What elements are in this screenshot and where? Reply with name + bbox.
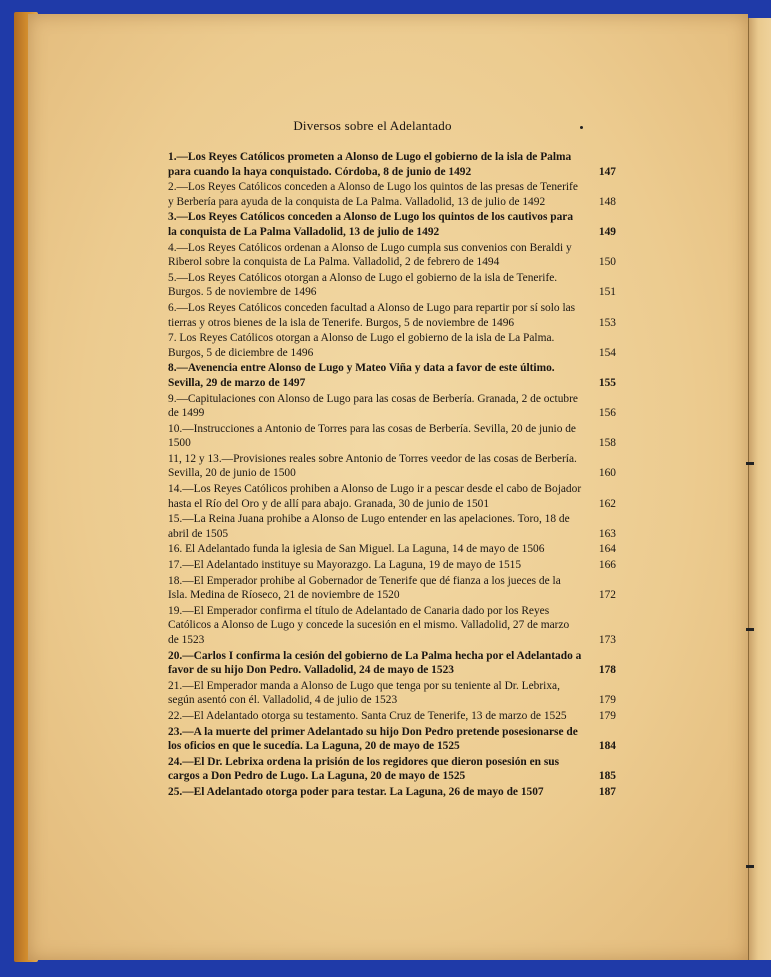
toc-entry xyxy=(168,725,616,754)
toc-entry-page: 166 xyxy=(598,559,616,572)
toc-entry-text: 6.—Los Reyes Católicos conceden facultad a Alonso de Lugo para repartir por sí solo las tierras y otros bienes de la isla de Tenerife. Burgos, 5 de noviembre de 1496 xyxy=(168,301,576,329)
toc-entry-page: 153 xyxy=(598,316,616,329)
toc-entry-page: 187 xyxy=(598,785,616,798)
toc-entry-text: 18.—El Emperador prohibe al Gobernador de Tenerife que dé fianza a los jueces de la Isla. Medina de Ríoseco, 21 de noviembre de 1520 xyxy=(168,574,561,602)
toc-entry xyxy=(168,210,616,239)
table-of-contents xyxy=(168,150,616,801)
toc-entry xyxy=(168,180,616,209)
toc-entry-text: 8.—Avenencia entre Alonso de Lugo y Mateo Viña y data a favor de este último. Sevilla, 29 de marzo de 1497 xyxy=(168,362,555,389)
toc-entry-text: 19.—El Emperador confirma el título de Adelantado de Canaria dado por los Reyes Católicos a Alonso de Lugo y concede la sucesión en el mismo. Valladolid, 27 de marzo de 1523 xyxy=(168,604,570,646)
toc-entry-text: 11, 12 y 13.—Provisiones reales sobre Antonio de Torres veedor de las cosas de Berbería. Sevilla, 20 de junio de 1500 xyxy=(168,452,577,480)
toc-entry-page: 163 xyxy=(598,527,616,540)
toc-entry xyxy=(168,271,616,300)
toc-entry xyxy=(168,542,616,557)
toc-entry-text: 10.—Instrucciones a Antonio de Torres para las cosas de Berbería. Sevilla, 20 de junio de 1500 xyxy=(168,422,576,450)
toc-entry-text: 3.—Los Reyes Católicos conceden a Alonso de Lugo los quintos de los cautivos para la conquista de La Palma Valladolid, 13 de julio de 1492 xyxy=(168,211,574,238)
toc-entry-text: 23.—A la muerte del primer Adelantado su hijo Don Pedro pretende posesionarse de los oficios en que le sucedía. La Laguna, 20 de mayo de 1525 xyxy=(168,725,578,753)
toc-entry-text: 14.—Los Reyes Católicos prohiben a Alonso de Lugo ir a pescar desde el cabo de Bojador hasta el Río del Oro y de allí para abajo. Granada, 30 de junio de 1501 xyxy=(168,483,582,510)
toc-entry xyxy=(168,604,616,648)
toc-entry-text: 25.—El Adelantado otorga poder para testar. La Laguna, 26 de mayo de 1507 xyxy=(168,785,544,798)
toc-entry xyxy=(168,422,616,451)
toc-entry-page: 162 xyxy=(598,497,616,510)
toc-entry xyxy=(168,150,616,179)
toc-entry-page: 148 xyxy=(598,195,616,208)
toc-entry xyxy=(168,558,616,573)
toc-entry-page: 151 xyxy=(598,286,616,299)
toc-entry xyxy=(168,482,616,511)
toc-entry-page: 178 xyxy=(598,664,616,677)
toc-entry-text: 16. El Adelantado funda la iglesia de San Miguel. La Laguna, 14 de mayo de 1506 xyxy=(168,543,545,556)
toc-entry-text: 21.—El Emperador manda a Alonso de Lugo que tenga por su teniente al Dr. Lebrixa, según asentó con él. Valladolid, 4 de julio de 1523 xyxy=(168,679,560,707)
toc-entry xyxy=(168,755,616,784)
toc-entry-text: 9.—Capitulaciones con Alonso de Lugo para las cosas de Berbería. Granada, 2 de octubre de 1499 xyxy=(168,392,578,420)
toc-entry-page: 147 xyxy=(598,165,616,178)
toc-entry xyxy=(168,452,616,481)
toc-entry-page: 172 xyxy=(598,589,616,602)
toc-entry-text: 20.—Carlos I confirma la cesión del gobierno de La Palma hecha por el Adelantado a favor de su hijo Don Pedro. Valladolid, 24 de mayo de 1523 xyxy=(168,649,582,677)
binding-mark xyxy=(746,865,754,868)
binding-mark xyxy=(746,462,754,465)
toc-entry-page: 160 xyxy=(598,467,616,480)
binding-mark xyxy=(746,628,754,631)
toc-entry-text: 15.—La Reina Juana prohibe a Alonso de Lugo entender en las apelaciones. Toro, 18 de abril de 1505 xyxy=(168,513,570,540)
toc-entry xyxy=(168,331,616,360)
page-title: Diversos sobre el Adelantado xyxy=(293,118,452,133)
toc-entry-page: 150 xyxy=(598,256,616,269)
toc-entry xyxy=(168,241,616,270)
toc-entry-text: 22.—El Adelantado otorga su testamento. Santa Cruz de Tenerife, 13 de marzo de 1525 xyxy=(168,709,567,722)
toc-entry-page: 179 xyxy=(598,709,616,722)
toc-entry xyxy=(168,574,616,603)
toc-entry-page: 149 xyxy=(598,225,616,238)
toc-entry-text: 4.—Los Reyes Católicos ordenan a Alonso de Lugo cumpla sus convenios con Beraldi y Riberol sobre la conquista de La Palma. Valladolid, 2 de febrero de 1494 xyxy=(168,241,572,269)
toc-entry-text: 17.—El Adelantado instituye su Mayorazgo. La Laguna, 19 de mayo de 1515 xyxy=(168,559,522,572)
toc-entry-page: 156 xyxy=(598,407,616,420)
facing-page-edge xyxy=(748,18,771,960)
toc-entry-text: 24.—El Dr. Lebrixa ordena la prisión de los regidores que dieron posesión en sus cargos a Don Pedro de Lugo. La Laguna, 20 de mayo de 1525 xyxy=(168,755,560,783)
toc-entry-page: 173 xyxy=(598,634,616,646)
toc-entry xyxy=(168,301,616,330)
toc-entry xyxy=(168,785,616,800)
toc-entry xyxy=(168,709,616,724)
toc-entry-text: 5.—Los Reyes Católicos otorgan a Alonso de Lugo el gobierno de la isla de Tenerife. Burgos. 5 de noviembre de 1496 xyxy=(168,271,558,299)
toc-entry-text: 2.—Los Reyes Católicos conceden a Alonso de Lugo los quintos de las presas de Tenerife y Berbería para ayuda de la conquista de La Palma. Valladolid, 13 de julio de 1492 xyxy=(168,181,578,208)
toc-entry xyxy=(168,512,616,541)
toc-entry-page: 185 xyxy=(598,770,616,783)
toc-entry-page: 155 xyxy=(598,376,616,389)
toc-entry-page: 158 xyxy=(598,437,616,450)
toc-entry xyxy=(168,392,616,421)
toc-entry-text: 1.—Los Reyes Católicos prometen a Alonso de Lugo el gobierno de la isla de Palma para cuando la haya conquistado. Córdoba, 8 de junio de 1492 xyxy=(168,151,572,178)
toc-entry-page: 184 xyxy=(598,740,616,753)
toc-entry xyxy=(168,649,616,678)
toc-entry xyxy=(168,679,616,708)
toc-entry-page: 164 xyxy=(598,543,616,556)
toc-entry-page: 179 xyxy=(598,694,616,707)
toc-entry-text: 7. Los Reyes Católicos otorgan a Alonso de Lugo el gobierno de la isla de La Palma. Burgos, 5 de diciembre de 1496 xyxy=(168,332,555,359)
toc-entry-page: 154 xyxy=(598,346,616,359)
toc-entry xyxy=(168,361,616,390)
